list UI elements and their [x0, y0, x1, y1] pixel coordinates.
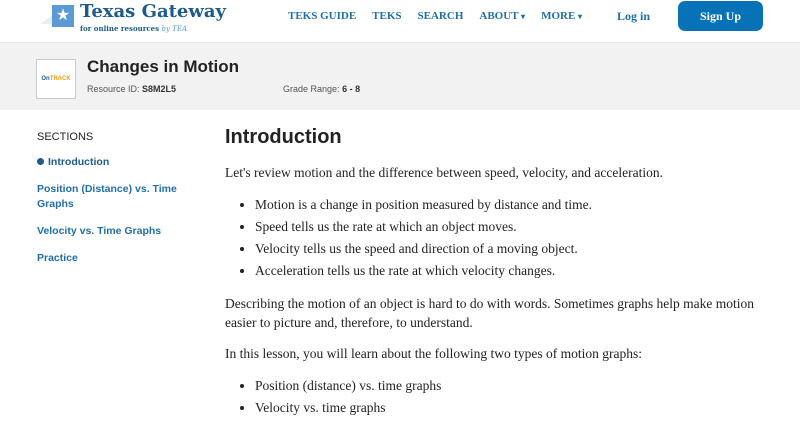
thumb-on: On [41, 76, 50, 82]
nav-more[interactable] [541, 9, 582, 24]
motion-facts-list [225, 194, 785, 282]
logo-sub: for online resources [80, 24, 160, 33]
grade-range [283, 84, 360, 94]
list-item: • Motion is a change in position measured by distance and time. [255, 194, 785, 216]
logo-by: by TEA [161, 25, 187, 33]
sections-heading: SECTIONS [37, 131, 94, 143]
nav-about[interactable] [479, 9, 525, 24]
section-heading: Introduction [225, 126, 342, 148]
logo-subtitle [80, 24, 187, 34]
nav-teks[interactable]: TEKS [372, 10, 402, 22]
list-item: • Speed tells us the rate at which an object moves. [255, 216, 785, 238]
nav-teks-guide[interactable]: TEKS GUIDE [288, 10, 357, 22]
describing-paragraph: Describing the motion of an object is hard to do with words. Sometimes graphs help make motion easier to picture and, therefore, to understand. [225, 296, 755, 330]
caret-down-icon: ▾ [578, 12, 583, 21]
section-introduction[interactable] [37, 155, 197, 170]
section-position-time-graphs[interactable]: Position (Distance) vs. Time Graphs [37, 183, 177, 210]
sections-sidebar [37, 131, 197, 278]
grade-range-value: 6 - 8 [342, 84, 361, 94]
resource-id-label: Resource ID: [87, 84, 140, 94]
caret-down-icon: ▾ [521, 12, 526, 21]
list-item: • Velocity tells us the speed and direction of a moving object. [255, 238, 785, 260]
section-label: Introduction [48, 156, 110, 168]
resource-id [87, 84, 176, 94]
intro-paragraph: Let's review motion and the difference between speed, velocity, and acceleration. [225, 165, 663, 180]
list-item: • Position (distance) vs. time graphs [255, 375, 785, 397]
star-icon: ★ [52, 5, 74, 27]
logo-title: Texas Gateway [80, 1, 226, 22]
active-dot-icon [37, 158, 44, 165]
resource-banner [0, 43, 800, 110]
thumb-track: TRACK [49, 76, 71, 82]
list-item: • Acceleration tells us the rate at which velocity changes. [255, 260, 785, 282]
lesson-content [225, 126, 785, 431]
lesson-paragraph: In this lesson, you will learn about the following two types of motion graphs: [225, 346, 642, 361]
main-nav [288, 9, 582, 24]
nav-about-label: ABOUT [479, 10, 519, 22]
login-link[interactable]: Log in [617, 9, 651, 23]
section-velocity-time-graphs[interactable]: Velocity vs. Time Graphs [37, 225, 162, 237]
signup-button[interactable]: Sign Up [678, 1, 763, 31]
nav-more-label: MORE [541, 10, 576, 22]
list-item: • Velocity vs. time graphs [255, 397, 785, 419]
grade-range-label: Grade Range: [283, 84, 340, 94]
graph-types-list [225, 375, 785, 419]
ontrack-thumbnail [36, 59, 76, 99]
nav-search[interactable]: SEARCH [417, 10, 464, 22]
section-practice[interactable]: Practice [37, 252, 78, 264]
resource-title: Changes in Motion [87, 57, 240, 76]
site-header [0, 0, 800, 43]
resource-id-value: S8M2L5 [142, 84, 177, 94]
